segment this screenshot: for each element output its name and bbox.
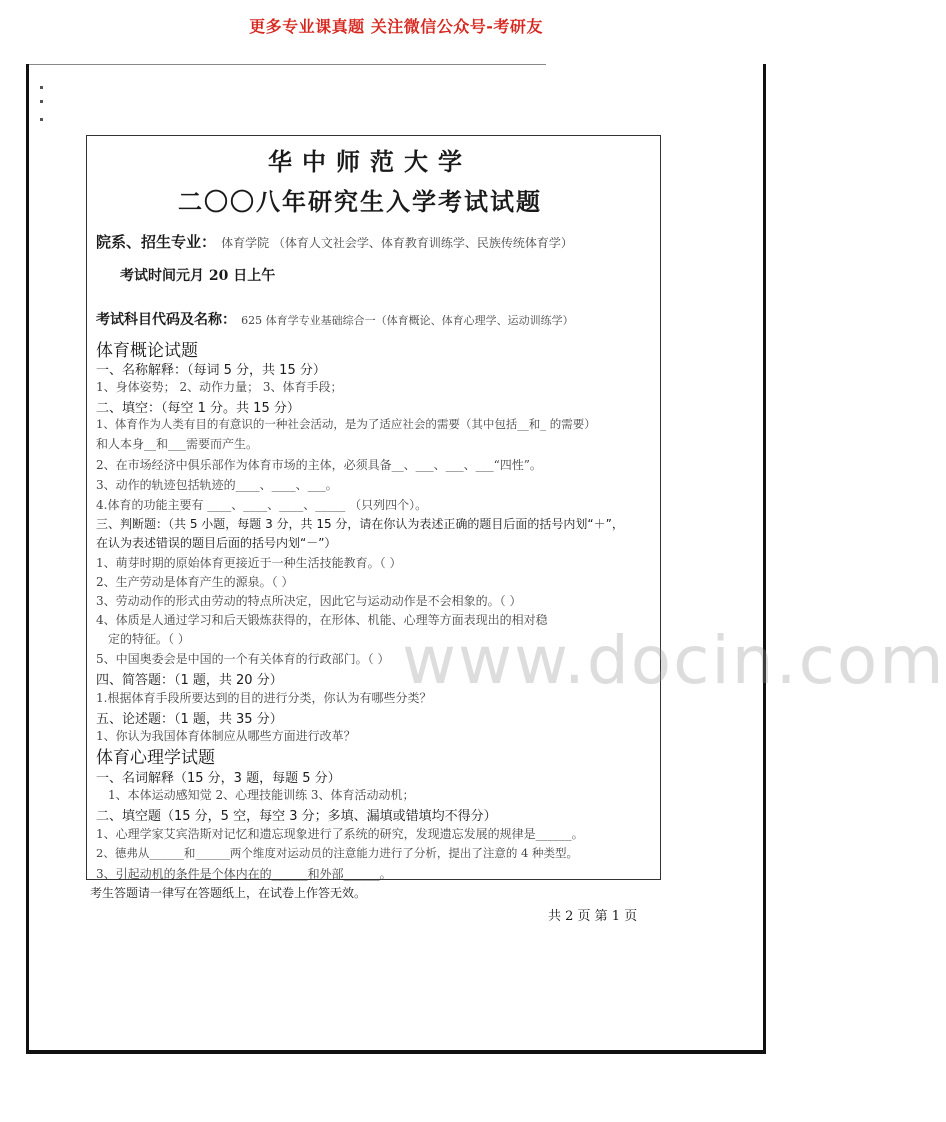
p1-section2-header: 二、填空：（每空 1 分。共 15 分） (96, 401, 300, 416)
scan-edge-mark (40, 100, 43, 103)
exam-time: 考试时间元月 20 日上午 (120, 268, 276, 284)
subject-value: 625 体育学专业基础综合一（体育概论、体育心理学、运动训练学） (241, 314, 574, 327)
p1-s3-question: 5、中国奥委会是中国的一个有关体育的行政部门。（ ） (96, 652, 390, 666)
p1-s3-question-cont: 定的特征。（ ） (108, 632, 190, 646)
p2-s2-question: 1、心理学家艾宾浩斯对记忆和遗忘现象进行了系统的研究，发现遗忘发展的规律是______。 (96, 827, 584, 841)
subject-label: 考试科目代码及名称： (96, 312, 236, 328)
p1-s2-question: 2、在市场经济中俱乐部作为体育市场的主体，必须具备__、___、___、___“四性”。 (96, 458, 542, 472)
dept-value: 体育学院 （体育人文社会学、体育教育训练学、民族传统体育学） (221, 236, 573, 250)
p2-section1-items: 1、本体运动感知觉 2、心理技能训练 3、体育活动动机； (108, 788, 415, 802)
part2-title: 体育心理学试题 (96, 748, 215, 768)
answer-instruction-note: 考生答题请一律写在答题纸上，在试卷上作答无效。 (90, 886, 367, 900)
p2-s2-question: 2、德弗从______和______两个维度对运动员的注意能力进行了分析，提出了注意的 4 种类型。 (96, 846, 578, 860)
promo-banner: 更多专业课真题 关注微信公众号-考研友 (249, 17, 543, 36)
exam-title: 二〇〇八年研究生入学考试试题 (178, 187, 542, 216)
p2-section1-header: 一、名词解释（15 分，3 题，每题 5 分） (96, 771, 341, 786)
p1-s2-question: 4.体育的功能主要有 ____、____、____、_____ （只列四个）。 (96, 498, 428, 512)
page-indicator: 共 2 页 第 1 页 (548, 909, 638, 924)
scan-edge-mark (40, 86, 43, 89)
p1-section4-header: 四、简答题：（1 题，共 20 分） (96, 673, 283, 688)
p1-s3-question: 3、劳动动作的形式由劳动的特点所决定，因此它与运动动作是不会相象的。（ ） (96, 594, 522, 608)
docin-watermark: www.docin.com (402, 622, 946, 699)
p1-section1-items: 1、身体姿势； 2、动作力量； 3、体育手段； (96, 380, 343, 394)
p1-s2-question: 和人本身__和___需要而产生。 (96, 437, 259, 451)
scan-edge-mark (40, 118, 43, 121)
p2-section2-header: 二、填空题（15 分，5 空，每空 3 分；多填、漏填或错填均不得分） (96, 809, 497, 824)
p1-section5-header: 五、论述题：（1 题，共 35 分） (96, 712, 283, 727)
university-title: 华中师范大学 (268, 147, 472, 176)
p1-s2-question: 1、体育作为人类有目的有意识的一种社会活动，是为了适应社会的需要（其中包括__和_ 的需要） (96, 417, 596, 431)
p1-section3-header: 三、判断题：（共 5 小题，每题 3 分，共 15 分，请在你认为表述正确的题目后面的括号内划“＋”， (96, 517, 624, 531)
subject-line (96, 309, 574, 329)
p1-section1-header: 一、名称解释：（每词 5 分，共 15 分） (96, 363, 326, 378)
part1-title: 体育概论试题 (96, 341, 198, 361)
p1-s5-question: 1、你认为我国体育体制应从哪些方面进行改革？ (96, 729, 356, 743)
p1-s2-question: 3、动作的轨迹包括轨迹的____、____、___。 (96, 478, 338, 492)
p1-s3-question: 1、萌芽时期的原始体育更接近于一种生活技能教育。（ ） (96, 556, 402, 570)
p1-section3-header-cont: 在认为表述错误的题目后面的括号内划“－”） (96, 536, 337, 550)
p1-s3-question: 2、生产劳动是体育产生的源泉。（ ） (96, 575, 294, 589)
dept-label: 院系、招生专业： (96, 233, 217, 251)
p1-s3-question: 4、体质是人通过学习和后天锻炼获得的，在形体、机能、心理等方面表现出的相对稳 (96, 613, 548, 627)
p1-s4-question: 1.根据体育手段所要达到的目的进行分类，你认为有哪些分类？ (96, 691, 432, 705)
p2-s2-question: 3、引起动机的条件是个体内在的______和外部______。 (96, 867, 392, 881)
dept-line (96, 231, 573, 252)
